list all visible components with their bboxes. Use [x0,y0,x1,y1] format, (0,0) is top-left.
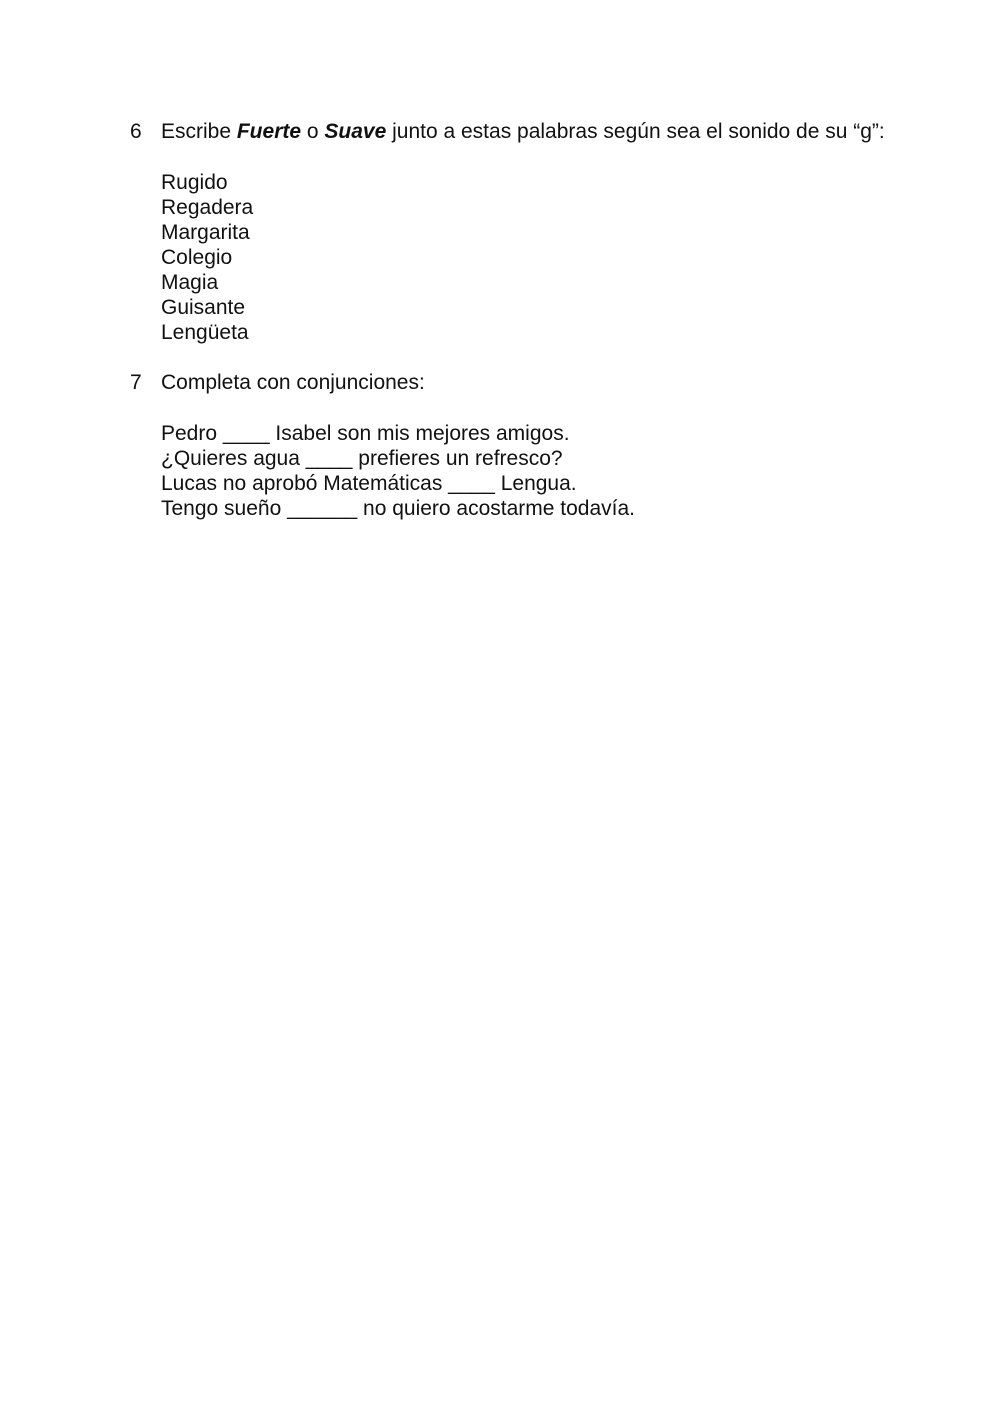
prompt-emphasis-suave: Suave [324,120,387,143]
prompt-text: Completa con conjunciones: [161,371,425,394]
list-item: Guisante [161,296,246,319]
list-item: Lengüeta [161,321,249,344]
list-item: Margarita [161,221,250,244]
list-item: ¿Quieres agua ____ prefieres un refresco? [161,447,563,470]
list-item: Tengo sueño ______ no quiero acostarme todavía. [161,497,636,520]
list-item: Rugido [161,171,228,194]
prompt-text: junto a estas palabras según sea el sonido de su “g”: [386,120,885,143]
prompt-text: o [301,120,325,143]
list-item: Regadera [161,196,254,219]
list-item: Magia [161,271,219,294]
question-prompt [161,119,961,144]
word-list [161,170,253,345]
prompt-text: Escribe [161,120,237,143]
question-number: 6 [130,120,142,143]
list-item: Colegio [161,246,233,269]
sentence-list [161,421,635,521]
list-item: Lucas no aprobó Matemáticas ____ Lengua. [161,472,577,495]
list-item: Pedro ____ Isabel son mis mejores amigos. [161,422,570,445]
question-prompt [161,370,961,395]
question-number: 7 [130,371,142,394]
prompt-emphasis-fuerte: Fuerte [236,120,302,143]
